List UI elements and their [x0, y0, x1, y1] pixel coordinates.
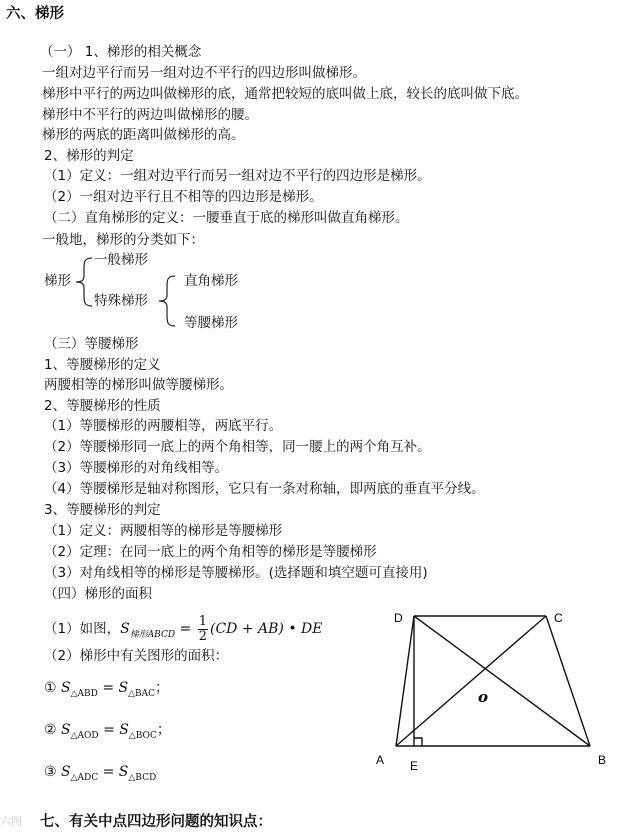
line-22: （3）对角线相等的梯形是等腰梯形。(选择题和填空题可直接用): [44, 565, 428, 581]
right-brace: [155, 274, 177, 328]
line-10: 一般地，梯形的分类如下：: [42, 232, 204, 248]
relation-2-mark: ②: [44, 722, 57, 738]
area-rhs: (CD + AB) • DE: [210, 621, 323, 637]
diagonal-ac: [396, 616, 546, 746]
line-12: 1、等腰梯形的定义: [44, 357, 161, 373]
line-11: （三）等腰梯形: [44, 336, 139, 352]
line-17: （3）等腰梯形的对角线相等。: [44, 460, 229, 476]
area-lhs: S: [120, 621, 130, 637]
class-special: 特殊梯形: [94, 293, 148, 309]
class-isosceles: 等腰梯形: [184, 315, 238, 331]
line-2: 一组对边平行而另一组对边不平行的四边形叫做梯形。: [42, 65, 366, 81]
label-d: D: [394, 611, 403, 625]
relation-2: ② $S_{\triangle AOD} = S_{\triangle BOC}$；: [44, 722, 171, 741]
line-1: （一） 1、梯形的相关概念: [40, 44, 202, 60]
relation-1-lhs: △ABD: [70, 688, 98, 699]
line-23: （四）梯形的面积: [44, 586, 152, 602]
right-angle-mark: [414, 738, 422, 746]
relation-2-lhs: △AOD: [70, 730, 99, 741]
relation-1-rhs: △BAC: [128, 688, 156, 699]
area-eq: =: [175, 621, 196, 637]
trapezoid-figure: [368, 604, 616, 774]
fraction: [198, 615, 208, 644]
line-5: 梯形的两底的距离叫做梯形的高。: [42, 127, 245, 143]
line-9: （二）直角梯形的定义：一腰垂直于底的梯形叫做直角梯形。: [44, 210, 409, 226]
line-18: （4）等腰梯形是轴对称图形，它只有一条对称轴，即两底的垂直平分线。: [44, 481, 485, 497]
class-general: 一般梯形: [94, 252, 148, 268]
section-title: 六、梯形: [6, 6, 64, 22]
area-lhs-sub: 梯形ABCD: [129, 629, 176, 640]
left-brace: [72, 256, 94, 308]
side-cb: [546, 616, 590, 746]
relation-3-lhs: △ADC: [70, 772, 99, 783]
line-14: 2、等腰梯形的性质: [44, 398, 161, 414]
bottom-heading: 七、有关中点四边形问题的知识点：: [40, 814, 272, 830]
line-24: （2）梯形中有关图形的面积：: [44, 648, 229, 664]
diagonal-db: [414, 616, 590, 746]
line-21: （2）定理：在同一底上的两个角相等的梯形是等腰梯形: [44, 544, 377, 560]
class-root: 梯形: [44, 273, 71, 289]
side-ad: [396, 616, 414, 746]
relation-1: ① $S_{\triangle ABD} = S_{\triangle BAC}$；: [44, 680, 170, 699]
label-b: B: [598, 753, 607, 767]
line-3: 梯形中平行的两边叫做梯形的底，通常把较短的底叫做上底，较长的底叫做下底。: [42, 86, 528, 102]
line-7: （1）定义：一组对边平行而另一组对边不平行的四边形是梯形。: [44, 168, 431, 184]
line-20: （1）定义：两腰相等的梯形是等腰梯形: [44, 523, 283, 539]
label-a: A: [376, 753, 385, 767]
line-8: （2）一组对边平行且不相等的四边形是梯形。: [44, 189, 323, 205]
area-formula-prefix: （1）如图，: [44, 621, 121, 637]
line-16: （2）等腰梯形同一底上的两个角相等，同一腰上的两个角互补。: [44, 439, 431, 455]
relation-1-mark: ①: [44, 680, 57, 696]
label-o: o: [478, 688, 489, 706]
line-6: 2、梯形的判定: [44, 148, 134, 164]
label-c: C: [554, 611, 563, 625]
line-15: （1）等腰梯形的两腰相等，两底平行。: [44, 418, 283, 434]
class-right: 直角梯形: [184, 273, 238, 289]
relation-3-mark: ③: [44, 764, 57, 780]
area-formula: [44, 614, 323, 650]
fraction-num: 1: [198, 613, 207, 629]
relation-2-tail: ；: [156, 722, 171, 738]
line-19: 3、等腰梯形的判定: [44, 502, 161, 518]
relation-3-rhs: △BCD: [128, 772, 157, 783]
relation-1-tail: ；: [155, 680, 170, 696]
relation-2-rhs: △BOC: [128, 730, 157, 741]
label-e: E: [410, 759, 419, 773]
line-13: 两腰相等的梯形叫做等腰梯形。: [44, 377, 233, 393]
relation-3: ③ $S_{\triangle ADC} = S_{\triangle BCD}$: [44, 764, 157, 783]
line-4: 梯形中不平行的两边叫做梯形的腰。: [42, 107, 258, 123]
watermark: 六图: [0, 815, 22, 828]
fraction-den: 2: [198, 628, 207, 644]
